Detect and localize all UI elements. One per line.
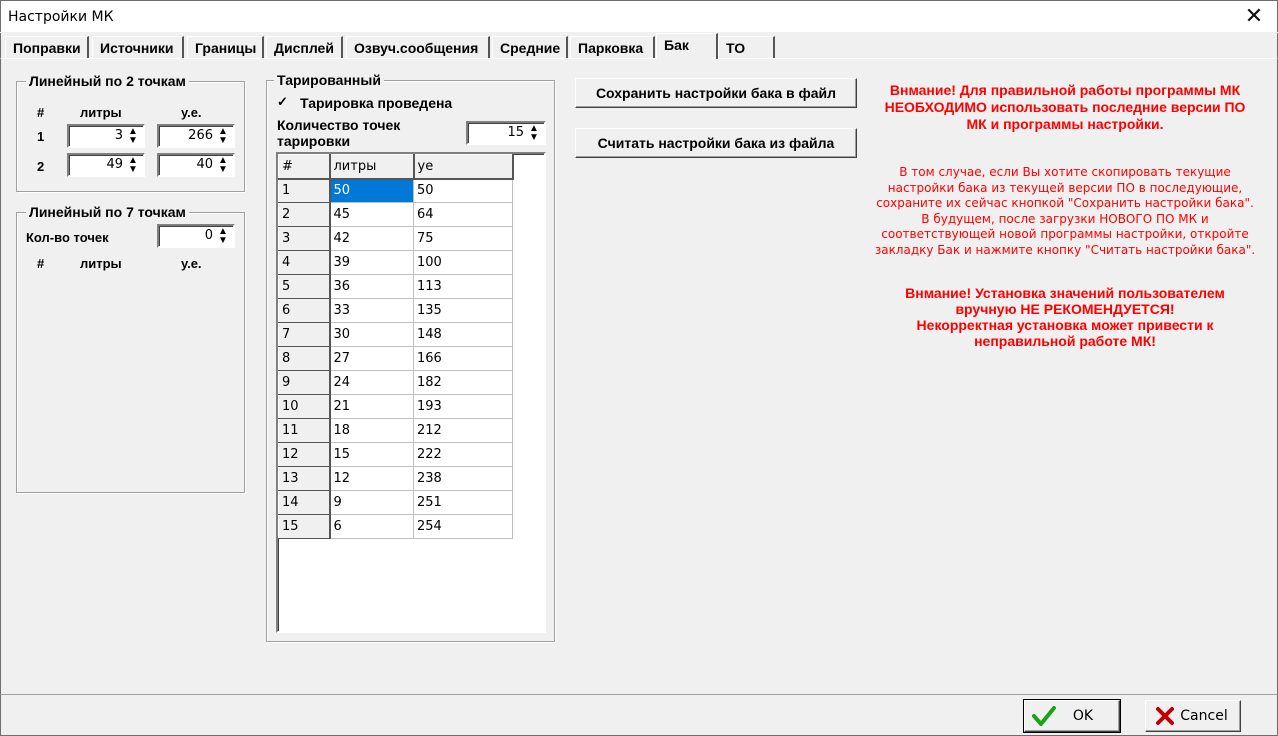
- tab-display[interactable]: Дисплей: [266, 36, 343, 59]
- warning-line: вручную НЕ РЕКОМЕНДУЕТСЯ!: [955, 301, 1175, 317]
- info-line: В том случае, если Вы хотите скопировать текущие: [899, 165, 1231, 179]
- table-cell[interactable]: 251: [414, 491, 513, 515]
- tab-granitsy[interactable]: Границы: [187, 36, 264, 59]
- warning-info: [860, 165, 1270, 259]
- table-cell[interactable]: 12: [330, 467, 414, 491]
- table-cell[interactable]: 212: [414, 419, 513, 443]
- row-header-cell: 4: [279, 251, 330, 275]
- linear-2-legend: Линейный по 2 точкам: [26, 73, 189, 89]
- row-header-cell: 11: [279, 419, 330, 443]
- table-cell[interactable]: 33: [330, 299, 414, 323]
- table-row[interactable]: [279, 467, 513, 491]
- calibration-points-value: 15: [507, 125, 524, 140]
- table-cell[interactable]: 9: [330, 491, 414, 515]
- table-row[interactable]: [279, 491, 513, 515]
- table-row[interactable]: [279, 371, 513, 395]
- table-cell[interactable]: 238: [414, 467, 513, 491]
- table-row[interactable]: [279, 515, 513, 539]
- title-bar: [0, 0, 1278, 32]
- units-2-value: 40: [196, 157, 213, 172]
- table-row[interactable]: [279, 179, 513, 203]
- table-cell[interactable]: 24: [330, 371, 414, 395]
- info-line: соответствующей новой программы настройки, откройте: [881, 227, 1249, 242]
- col-liters-label: литры: [80, 256, 122, 271]
- linear-2-points-group: [16, 73, 245, 192]
- spin-arrows-icon[interactable]: ▲ ▼: [214, 156, 232, 175]
- tab-istochniki[interactable]: Источники: [92, 36, 184, 59]
- warning-line: Внмание! Для правильной работы программы МК: [889, 82, 1241, 98]
- table-row[interactable]: [279, 227, 513, 251]
- table-cell[interactable]: 21: [330, 395, 414, 419]
- table-cell[interactable]: 254: [414, 515, 513, 539]
- info-line: сохраните их сейчас кнопкой "Сохранить настройки бака".: [876, 196, 1254, 211]
- tab-averages[interactable]: Средние: [492, 36, 568, 59]
- table-row[interactable]: [279, 419, 513, 443]
- calibration-points-input[interactable]: [466, 121, 546, 145]
- warning-line: НЕОБХОДИМО использовать последние версии ПО: [884, 99, 1246, 115]
- calibration-points-label-1: Количество точек: [277, 117, 401, 133]
- close-icon[interactable]: ✕: [1244, 3, 1264, 28]
- warning-top: [860, 82, 1270, 133]
- info-line: закладку Бак и нажмите кнопку "Считать настройки бака".: [874, 242, 1256, 257]
- warning-line: неправильной работе МК!: [974, 333, 1156, 349]
- col-num-label: #: [37, 105, 45, 120]
- table-cell[interactable]: 100: [414, 251, 513, 275]
- ok-button[interactable]: [1024, 700, 1120, 732]
- table-cell[interactable]: 166: [414, 347, 513, 371]
- checkmark-icon[interactable]: ✓: [277, 94, 288, 109]
- table-cell[interactable]: 15: [330, 443, 414, 467]
- spin-arrows-icon[interactable]: ▲ ▼: [124, 156, 142, 175]
- grid-header-liters: литры: [330, 155, 414, 179]
- col-units-label: у.е.: [181, 256, 202, 271]
- table-cell[interactable]: 6: [330, 515, 414, 539]
- row-header-cell: 15: [279, 515, 330, 539]
- cancel-button[interactable]: [1145, 700, 1241, 732]
- col-num-label: #: [37, 256, 45, 271]
- col-liters-label: литры: [80, 105, 122, 120]
- table-cell[interactable]: 50: [330, 179, 414, 203]
- table-cell[interactable]: 148: [414, 323, 513, 347]
- liters-2-input[interactable]: [67, 153, 145, 177]
- units-1-input[interactable]: [157, 124, 235, 148]
- calibration-done-label: Тарировка проведена: [300, 95, 453, 111]
- calibration-grid[interactable]: [276, 152, 546, 633]
- spin-arrows-icon[interactable]: ▲ ▼: [525, 124, 543, 143]
- grid-header-num: #: [279, 155, 330, 179]
- grid-header-units: уе: [414, 155, 513, 179]
- points-count-value: 0: [204, 228, 213, 243]
- table-row[interactable]: [279, 203, 513, 227]
- row-header-cell: 3: [279, 227, 330, 251]
- liters-1-input[interactable]: [67, 124, 145, 148]
- table-row[interactable]: [279, 251, 513, 275]
- row-header-cell: 2: [279, 203, 330, 227]
- calibration-points-label-2: тарировки: [277, 133, 351, 149]
- tab-parking[interactable]: Парковка: [570, 36, 655, 59]
- row-num: 1: [37, 129, 45, 144]
- calibrated-legend: Тарированный: [274, 72, 384, 88]
- linear-7-points-group: [16, 204, 245, 493]
- save-tank-settings-button[interactable]: Сохранить настройки бака в файл: [575, 78, 857, 108]
- tab-to[interactable]: ТО: [718, 36, 775, 59]
- window-title: Настройки МК: [8, 9, 114, 25]
- row-header-cell: 13: [279, 467, 330, 491]
- tab-bar: [0, 33, 1278, 59]
- table-row[interactable]: [279, 443, 513, 467]
- table-row[interactable]: [279, 323, 513, 347]
- points-count-input[interactable]: [157, 224, 235, 248]
- calibration-table: [278, 154, 514, 539]
- table-cell[interactable]: 42: [330, 227, 414, 251]
- units-2-input[interactable]: [157, 153, 235, 177]
- row-header-cell: 14: [279, 491, 330, 515]
- ok-label: OK: [1072, 708, 1094, 724]
- row-header-cell: 6: [279, 299, 330, 323]
- table-cell[interactable]: 64: [414, 203, 513, 227]
- row-header-cell: 10: [279, 395, 330, 419]
- table-row[interactable]: [279, 299, 513, 323]
- table-cell[interactable]: 30: [330, 323, 414, 347]
- row-header-cell: 9: [279, 371, 330, 395]
- linear-7-legend: Линейный по 7 точкам: [26, 204, 189, 220]
- warning-line: Внмание! Установка значений пользователем: [905, 285, 1225, 301]
- spin-arrows-icon[interactable]: ▲ ▼: [214, 127, 232, 146]
- table-cell[interactable]: 135: [414, 299, 513, 323]
- table-cell[interactable]: 36: [330, 275, 414, 299]
- col-units-label: у.е.: [181, 105, 202, 120]
- table-cell[interactable]: 113: [414, 275, 513, 299]
- tab-popravki[interactable]: Поправки: [5, 36, 89, 59]
- warning-bottom: [860, 285, 1270, 349]
- row-header-cell: 7: [279, 323, 330, 347]
- table-cell[interactable]: 182: [414, 371, 513, 395]
- row-header-cell: 1: [279, 179, 330, 203]
- spin-arrows-icon[interactable]: ▲ ▼: [124, 127, 142, 146]
- tab-tank[interactable]: Бак: [656, 33, 718, 59]
- table-row[interactable]: [279, 275, 513, 299]
- table-cell[interactable]: 18: [330, 419, 414, 443]
- row-header-cell: 5: [279, 275, 330, 299]
- load-tank-settings-button[interactable]: Считать настройки бака из файла: [575, 128, 857, 158]
- table-cell[interactable]: 75: [414, 227, 513, 251]
- table-cell[interactable]: 45: [330, 203, 414, 227]
- table-cell[interactable]: 193: [414, 395, 513, 419]
- points-count-label: Кол-во точек: [26, 230, 109, 245]
- liters-1-value: 3: [114, 128, 123, 143]
- table-row[interactable]: [279, 347, 513, 371]
- row-num: 2: [37, 159, 45, 174]
- row-header-cell: 8: [279, 347, 330, 371]
- spin-arrows-icon[interactable]: ▲ ▼: [214, 227, 232, 246]
- tab-announcements[interactable]: Озвуч.сообщения: [346, 36, 490, 59]
- table-row[interactable]: [279, 395, 513, 419]
- table-cell[interactable]: 222: [414, 443, 513, 467]
- table-cell[interactable]: 39: [330, 251, 414, 275]
- cancel-label: Cancel: [1180, 708, 1228, 724]
- liters-2-value: 49: [106, 157, 123, 172]
- info-line: В будущем, после загрузки НОВОГО ПО МК и: [921, 211, 1209, 226]
- info-line: настройки бака из текущей версии ПО в последующие,: [887, 180, 1243, 195]
- units-1-value: 266: [188, 128, 213, 143]
- row-header-cell: 12: [279, 443, 330, 467]
- warning-line: МК и программы настройки.: [966, 116, 1164, 132]
- table-cell[interactable]: 50: [414, 179, 513, 203]
- warning-line: Некорректная установка может привести к: [916, 317, 1214, 333]
- table-cell[interactable]: 27: [330, 347, 414, 371]
